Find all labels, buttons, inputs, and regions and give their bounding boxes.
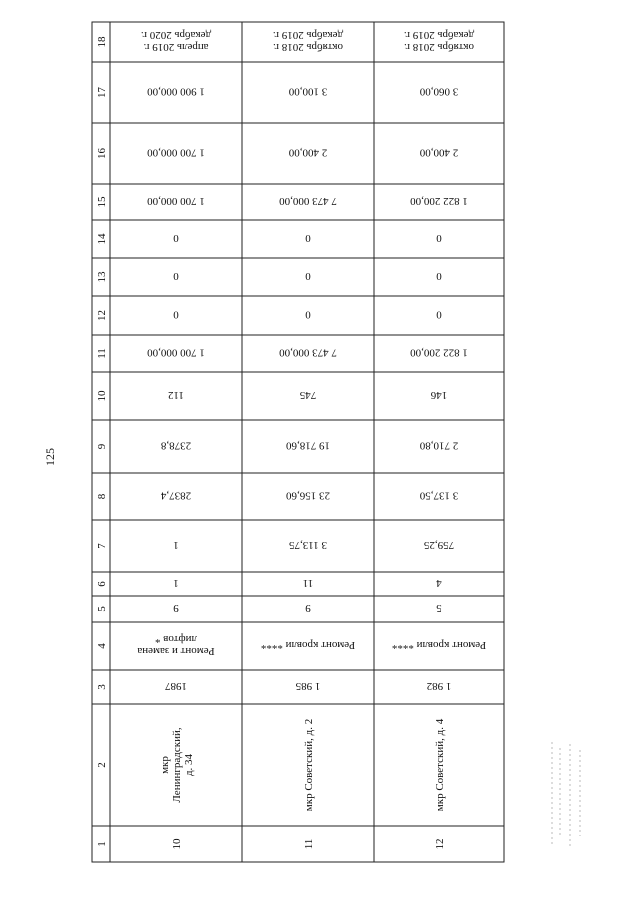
row-1-col-2 xyxy=(159,727,195,802)
column-number-14-line: 14 xyxy=(96,233,108,245)
row-1-col-4-line: Ремонт и замена xyxy=(137,645,215,657)
row-1-col-7-line: 1 xyxy=(173,539,179,551)
column-number-11 xyxy=(96,348,108,359)
row-1-col-15-line: 1 700 000,00 xyxy=(147,195,205,207)
row-3-col-5 xyxy=(436,602,442,614)
row-1-col-4 xyxy=(137,633,214,657)
row-2-col-4-line: Ремонт кровли **** xyxy=(260,639,356,651)
row-1-col-7 xyxy=(173,539,179,551)
column-number-4 xyxy=(96,643,108,649)
row-3-col-11 xyxy=(410,347,468,359)
row-1-col-17 xyxy=(147,86,205,98)
row-3-col-3 xyxy=(427,680,452,692)
row-3-col-6-line: 4 xyxy=(436,577,442,589)
row-3-col-14 xyxy=(436,232,442,244)
row-1-col-4-line: лифтов * xyxy=(154,633,198,645)
row-2-col-3-line: 1 985 xyxy=(295,680,321,692)
row-3-col-17-line: 3 060,00 xyxy=(419,85,459,98)
column-number-2-line: 2 xyxy=(96,762,108,768)
page-number xyxy=(40,445,60,469)
column-number-5-line: 5 xyxy=(96,606,108,612)
row-3-col-2-line: мкр Советский, д. 4 xyxy=(434,718,446,812)
row-2-col-12-line: 0 xyxy=(305,308,311,321)
row-2-col-5-line: 9 xyxy=(305,602,311,614)
row-2-col-14 xyxy=(305,232,311,244)
row-1-col-12-line: 0 xyxy=(173,308,179,321)
row-2-col-11 xyxy=(279,347,337,359)
row-1-col-1-line: 10 xyxy=(171,838,183,850)
column-number-7 xyxy=(96,543,108,549)
row-1-col-9 xyxy=(160,440,191,452)
row-2-col-12 xyxy=(305,309,311,321)
row-1-col-16 xyxy=(147,147,205,159)
row-1-col-10 xyxy=(168,389,184,401)
column-number-3-line: 3 xyxy=(96,684,108,690)
row-2-col-1 xyxy=(303,839,315,850)
row-2-col-8-line: 23 156,60 xyxy=(286,489,330,502)
row-1-col-2-line: д. 34 xyxy=(183,753,195,777)
row-2-col-10 xyxy=(299,389,316,401)
row-2-col-13 xyxy=(305,270,311,282)
row-2-col-10-line: 745 xyxy=(299,389,317,401)
row-1-col-18-line: декабрь 2020 г. xyxy=(140,29,212,41)
column-number-3 xyxy=(96,684,108,690)
row-2-col-9-line: 19 718,60 xyxy=(286,439,330,452)
row-1-col-18 xyxy=(141,29,211,53)
column-number-14 xyxy=(96,233,108,245)
row-1-col-3-line: 1987 xyxy=(165,680,187,692)
column-number-6 xyxy=(96,581,108,587)
row-1-col-9-line: 2378,8 xyxy=(160,439,192,452)
scan-margin-marks xyxy=(548,740,588,850)
row-3-col-7-line: 759,25 xyxy=(423,539,455,551)
column-number-4-line: 4 xyxy=(96,643,108,649)
table-cells xyxy=(96,29,486,850)
column-number-13-line: 13 xyxy=(96,271,108,283)
row-3-col-8-line: 3 137,50 xyxy=(419,489,459,502)
row-2-col-6-line: 11 xyxy=(302,577,314,589)
row-1-col-5 xyxy=(173,602,179,614)
column-number-17 xyxy=(96,87,108,99)
row-3-col-9-line: 2 710,80 xyxy=(419,439,459,452)
column-number-15 xyxy=(96,196,108,208)
row-1-col-17-line: 1 900 000,00 xyxy=(147,85,205,98)
row-1-col-14 xyxy=(173,232,179,244)
row-2-col-15 xyxy=(279,195,337,207)
row-3-col-10 xyxy=(430,389,447,401)
row-3-col-11-line: 1 822 200,00 xyxy=(410,346,468,359)
column-number-8 xyxy=(96,493,108,499)
row-3-col-3-line: 1 982 xyxy=(426,680,452,692)
row-2-col-16-line: 2 400,00 xyxy=(288,146,328,159)
row-2-col-2-line: мкр Советский, д. 2 xyxy=(303,718,315,812)
column-number-9-line: 9 xyxy=(96,443,108,450)
row-1-col-11-line: 1 700 000,00 xyxy=(147,346,205,359)
row-2-col-17 xyxy=(288,86,327,98)
row-3-col-1 xyxy=(434,839,446,850)
row-2-col-14-line: 0 xyxy=(305,232,311,244)
column-number-16-line: 16 xyxy=(96,148,108,159)
column-number-7-line: 7 xyxy=(96,543,108,549)
row-1-col-11 xyxy=(147,347,205,359)
row-2-col-4 xyxy=(261,639,355,651)
row-2-col-11-line: 7 473 000,00 xyxy=(279,346,337,359)
row-1-col-12 xyxy=(173,309,179,321)
column-number-1 xyxy=(96,841,108,847)
row-2-col-13-line: 0 xyxy=(305,270,311,282)
row-1-col-13 xyxy=(173,270,179,282)
row-2-col-6 xyxy=(303,577,314,589)
row-3-col-12 xyxy=(436,309,442,321)
row-3-col-16 xyxy=(419,147,458,159)
column-number-13 xyxy=(96,271,108,283)
row-1-col-6 xyxy=(173,577,179,589)
column-number-8-line: 8 xyxy=(96,493,108,500)
row-3-col-14-line: 0 xyxy=(436,232,442,244)
column-number-15-line: 15 xyxy=(96,196,108,208)
row-3-col-1-line: 12 xyxy=(434,838,446,850)
row-3-col-18 xyxy=(404,29,474,53)
row-3-col-10-line: 146 xyxy=(430,389,448,401)
page-number-text: 125 xyxy=(43,448,57,466)
row-3-col-16-line: 2 400,00 xyxy=(419,146,459,159)
row-3-col-5-line: 5 xyxy=(436,602,442,614)
column-number-18 xyxy=(96,36,108,48)
row-2-col-8 xyxy=(286,490,331,502)
row-2-col-7-line: 3 113,75 xyxy=(288,539,328,551)
row-3-col-15 xyxy=(410,195,468,207)
row-2-col-15-line: 7 473 000,00 xyxy=(279,195,337,207)
row-3-col-12-line: 0 xyxy=(436,308,442,321)
row-1-col-1 xyxy=(171,838,183,850)
row-1-col-5-line: 9 xyxy=(173,602,179,614)
column-number-10 xyxy=(96,390,108,402)
row-1-col-2-line: мкр xyxy=(159,756,171,774)
row-2-col-16 xyxy=(288,147,327,159)
row-3-col-6 xyxy=(436,577,442,589)
column-number-12 xyxy=(96,310,108,321)
column-number-5 xyxy=(96,606,108,612)
row-1-col-6-line: 1 xyxy=(173,577,179,589)
column-number-6-line: 6 xyxy=(96,581,108,587)
row-2-col-18 xyxy=(273,29,343,53)
row-2-col-3 xyxy=(295,680,320,692)
row-1-col-2-line: Ленинградский, xyxy=(171,727,183,803)
row-1-col-10-line: 112 xyxy=(167,389,185,401)
column-number-10-line: 10 xyxy=(96,390,108,402)
row-2-col-5 xyxy=(305,602,311,614)
row-3-col-18-line: октябрь 2018 г. xyxy=(403,41,475,53)
row-3-col-4-line: Ремонт кровли **** xyxy=(391,639,487,651)
row-1-col-8-line: 2837,4 xyxy=(160,489,192,502)
row-1-col-15 xyxy=(147,195,205,207)
row-3-col-13 xyxy=(436,270,442,282)
row-3-col-2 xyxy=(434,718,446,811)
row-3-col-8 xyxy=(419,490,458,502)
row-3-col-9 xyxy=(419,440,458,452)
column-number-1-line: 1 xyxy=(96,841,108,847)
column-number-11-line: 11 xyxy=(96,348,108,359)
column-number-18-line: 18 xyxy=(96,36,108,48)
row-2-col-18-line: октябрь 2018 г. xyxy=(272,41,344,53)
column-number-16 xyxy=(96,148,108,160)
row-2-col-1-line: 11 xyxy=(303,838,315,850)
column-number-2 xyxy=(96,762,108,768)
row-3-col-4 xyxy=(392,639,486,651)
row-3-col-15-line: 1 822 200,00 xyxy=(410,195,468,207)
row-2-col-2 xyxy=(303,719,315,811)
row-1-col-13-line: 0 xyxy=(173,270,179,282)
row-3-col-7 xyxy=(423,539,454,551)
row-2-col-9 xyxy=(286,440,331,452)
row-2-col-7 xyxy=(288,539,327,551)
row-1-col-14-line: 0 xyxy=(173,232,179,244)
column-number-9 xyxy=(96,443,108,449)
column-number-17-line: 17 xyxy=(96,87,108,98)
row-1-col-3 xyxy=(165,680,188,692)
row-3-col-17 xyxy=(419,86,458,98)
row-1-col-8 xyxy=(160,490,191,502)
row-2-col-17-line: 3 100,00 xyxy=(288,85,328,98)
row-3-col-18-line: декабрь 2019 г. xyxy=(403,29,475,41)
row-3-col-13-line: 0 xyxy=(436,270,442,282)
row-2-col-18-line: декабрь 2019 г. xyxy=(272,29,344,41)
row-1-col-18-line: апрель 2019 г. xyxy=(143,41,209,53)
column-number-12-line: 12 xyxy=(96,310,108,321)
row-1-col-16-line: 1 700 000,00 xyxy=(147,146,205,159)
